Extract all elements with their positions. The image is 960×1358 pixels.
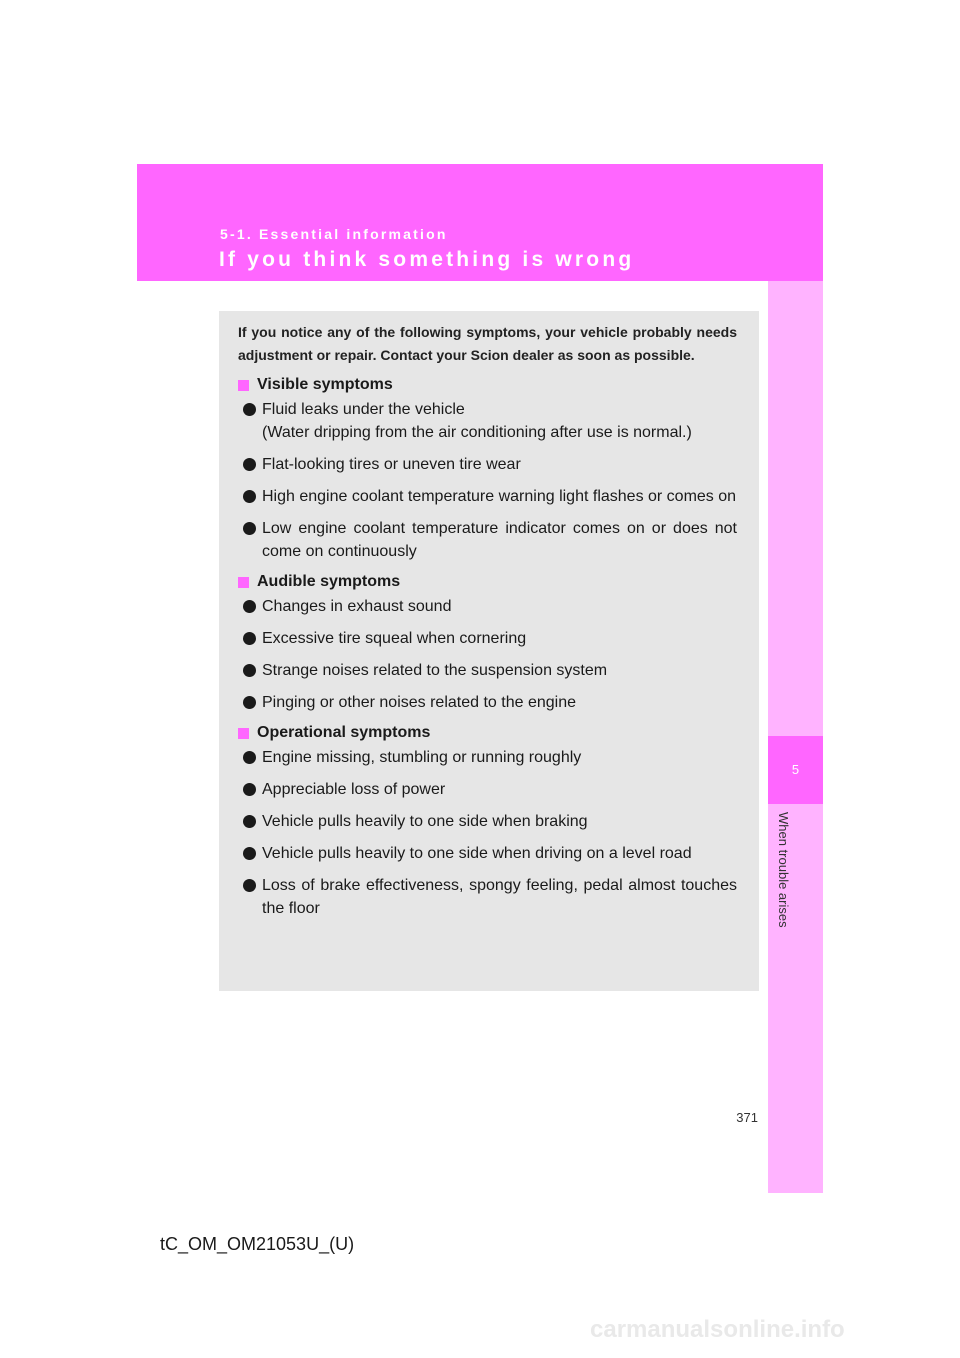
bullet-icon: [243, 458, 256, 471]
group-title: [238, 572, 737, 592]
document-code: tC_OM_OM21053U_(U): [160, 1234, 355, 1254]
list-item-text: Flat-looking tires or uneven tire wear: [262, 456, 521, 473]
group-title: [238, 375, 737, 395]
watermark: carmanualsonline.info: [590, 1316, 845, 1343]
list-item: [238, 691, 737, 714]
square-bullet-icon: [238, 577, 249, 588]
group-title-text: Visible symptoms: [257, 376, 393, 393]
bullet-icon: [243, 600, 256, 613]
list-item-text: High engine coolant temperature warning light flashes or comes on: [262, 488, 737, 505]
list-item-text: Loss of brake effectiveness, spongy feeling, pedal almost touches the floor: [262, 877, 737, 917]
bullet-icon: [243, 522, 256, 535]
list-item-text: Low engine coolant temperature indicator comes on or does not come on continuously: [262, 520, 737, 560]
section-label: 5-1. Essential information: [220, 226, 448, 242]
list-item-line: Fluid leaks under the vehicle (Water dripping from the air conditioning after use is normal.): [262, 401, 692, 441]
symptom-group-visible: [238, 375, 737, 563]
list-item-text: Vehicle pulls heavily to one side when driving on a level road: [262, 845, 692, 862]
chapter-title: When trouble arises: [776, 812, 791, 928]
list-item: [238, 595, 737, 618]
bullet-icon: [243, 847, 256, 860]
symptom-group-operational: [238, 723, 737, 920]
list-item: [238, 659, 737, 682]
list-item-text: Pinging or other noises related to the engine: [262, 694, 576, 711]
list-item-text: Engine missing, stumbling or running roughly: [262, 749, 582, 766]
list-item: [238, 517, 737, 563]
content-box: [219, 311, 759, 991]
list-item: [238, 874, 737, 920]
page-number: 371: [736, 1110, 758, 1125]
list-item: [238, 627, 737, 650]
bullet-icon: [243, 879, 256, 892]
bullet-icon: [243, 664, 256, 677]
bullet-icon: [243, 632, 256, 645]
list-item-text: Vehicle pulls heavily to one side when braking: [262, 813, 588, 830]
chapter-tab: [768, 736, 823, 804]
bullet-icon: [243, 783, 256, 796]
group-title: [238, 723, 737, 743]
square-bullet-icon: [238, 380, 249, 391]
list-item: [238, 778, 737, 801]
list-item-text: Appreciable loss of power: [262, 781, 446, 798]
intro-paragraph: If you notice any of the following symptoms, your vehicle probably needs adjustment or repair. Contact your Scion dealer as soon as possible.: [238, 324, 737, 363]
list-item: [238, 842, 737, 865]
list-item-text: Excessive tire squeal when cornering: [262, 630, 527, 647]
bullet-icon: [243, 696, 256, 709]
list-item: [238, 398, 737, 444]
page-title: If you think something is wrong: [219, 248, 635, 271]
group-title-text: Audible symptoms: [257, 573, 401, 590]
group-title-text: Operational symptoms: [257, 724, 431, 741]
chapter-number: 5: [791, 762, 800, 777]
symptom-group-audible: [238, 572, 737, 714]
list-item: [238, 746, 737, 769]
list-item-text: Strange noises related to the suspension system: [262, 662, 608, 679]
list-item-text: [262, 398, 737, 444]
bullet-icon: [243, 490, 256, 503]
square-bullet-icon: [238, 728, 249, 739]
list-item: [238, 810, 737, 833]
list-item: [238, 485, 737, 508]
bullet-icon: [243, 815, 256, 828]
bullet-icon: [243, 751, 256, 764]
list-item: [238, 453, 737, 476]
bullet-icon: [243, 403, 256, 416]
list-item-text: Changes in exhaust sound: [262, 598, 452, 615]
